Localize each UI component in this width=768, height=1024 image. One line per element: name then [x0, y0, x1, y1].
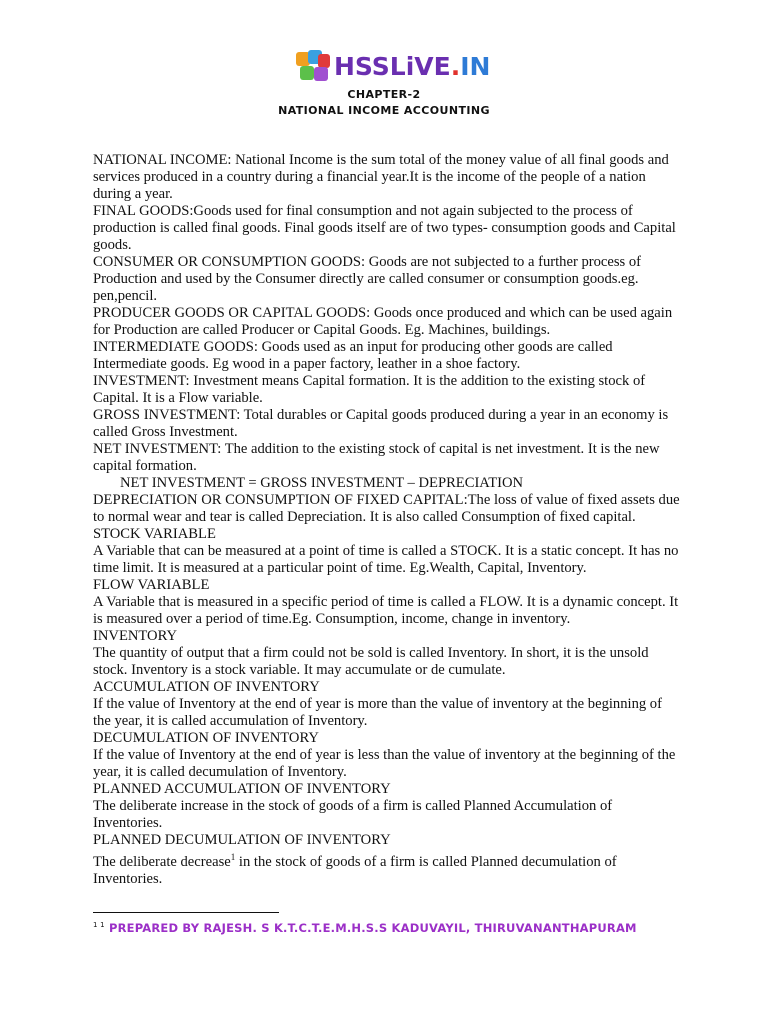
- paragraph: If the value of Inventory at the end of year is less than the value of inventory at the beginning of the year, it is called decumulation of Inventory.: [93, 747, 676, 780]
- paragraph: A Variable that can be measured at a point of time is called a STOCK. It is a static concept. It has no time limit. It is measured at a particular point of time. Eg.Wealth, Capital, Inventory.: [93, 543, 679, 576]
- formula-line: NET INVESTMENT = GROSS INVESTMENT – DEPRECIATION: [120, 475, 524, 491]
- paragraph: If the value of Inventory at the end of year is more than the value of inventory at the beginning of the year, it is called accumulation of Inventory.: [93, 696, 662, 729]
- section-heading: STOCK VARIABLE: [93, 526, 216, 542]
- logo-text: [334, 52, 490, 81]
- logo-domain: IN: [460, 51, 491, 81]
- section-heading: INVENTORY: [93, 628, 178, 644]
- paragraph: NET INVESTMENT: The addition to the existing stock of capital is net investment. It is the new capital formation.: [93, 441, 660, 474]
- chapter-title: NATIONAL INCOME ACCOUNTING: [278, 104, 490, 117]
- paragraph-text: in the stock of goods of a firm is called Planned decumulation of Inventories.: [93, 853, 617, 887]
- paragraph: FINAL GOODS:Goods used for final consumption and not again subjected to the process of production is called final goods. Final goods itself are of two types- consumption goods and Capital goods.: [93, 203, 676, 253]
- footnote: [93, 921, 637, 935]
- section-heading: PLANNED DECUMULATION OF INVENTORY: [93, 832, 391, 848]
- paragraph: [93, 849, 683, 888]
- footnote-divider: [93, 912, 279, 913]
- footnote-text: PREPARED BY RAJESH. S K.T.C.T.E.M.H.S.S KADUVAYIL, THIRUVANANTHAPURAM: [108, 921, 637, 935]
- paragraph: INTERMEDIATE GOODS: Goods used as an input for producing other goods are called Intermediate goods. Eg wood in a paper factory, leather in a shoe factory.: [93, 339, 613, 372]
- paragraph: INVESTMENT: Investment means Capital formation. It is the addition to the existing stock of Capital. It is a Flow variable.: [93, 373, 646, 406]
- paragraph: The quantity of output that a firm could not be sold is called Inventory. In short, it is the unsold stock. Inventory is a stock variable. It may accumulate or de cumulate.: [93, 645, 649, 678]
- chapter-number: CHAPTER-2: [347, 88, 421, 101]
- paragraph: The deliberate increase in the stock of goods of a firm is called Planned Accumulation of Inventories.: [93, 798, 613, 831]
- section-heading: FLOW VARIABLE: [93, 577, 210, 593]
- section-heading: PLANNED ACCUMULATION OF INVENTORY: [93, 781, 391, 797]
- paragraph: A Variable that is measured in a specific period of time is called a FLOW. It is a dynamic concept. It is measured over a period of time.Eg. Consumption, income, change in inventory.: [93, 594, 679, 627]
- logo-kids-icon: [296, 50, 330, 82]
- section-heading: ACCUMULATION OF INVENTORY: [93, 679, 320, 695]
- footnote-reference[interactable]: 1: [230, 852, 236, 862]
- paragraph: NATIONAL INCOME: National Income is the sum total of the money value of all final goods and services produced in a country during a financial year.It is the income of the people of a nation during a year.: [93, 152, 669, 202]
- paragraph: CONSUMER OR CONSUMPTION GOODS: Goods are not subjected to a further process of Production and used by the Consumer directly are called consumer or consumption goods.eg. pen,pencil.: [93, 254, 642, 304]
- logo-dot: .: [450, 51, 461, 81]
- site-logo: [296, 50, 490, 82]
- paragraph: DEPRECIATION OR CONSUMPTION OF FIXED CAPITAL:The loss of value of fixed assets due to normal wear and tear is called Depreciation. It is also called Consumption of fixed capital.: [93, 492, 680, 525]
- paragraph: GROSS INVESTMENT: Total durables or Capital goods produced during a year in an economy is called Gross Investment.: [93, 407, 669, 440]
- document-body: [93, 152, 683, 888]
- paragraph-text: The deliberate decrease: [93, 853, 231, 870]
- footnote-marker: 1 1: [93, 921, 105, 930]
- logo-brand: HSSLiVE: [334, 51, 451, 81]
- section-heading: DECUMULATION OF INVENTORY: [93, 730, 319, 746]
- paragraph: PRODUCER GOODS OR CAPITAL GOODS: Goods once produced and which can be used again for Production are called Producer or Capital Goods. Eg. Machines, buildings.: [93, 305, 673, 338]
